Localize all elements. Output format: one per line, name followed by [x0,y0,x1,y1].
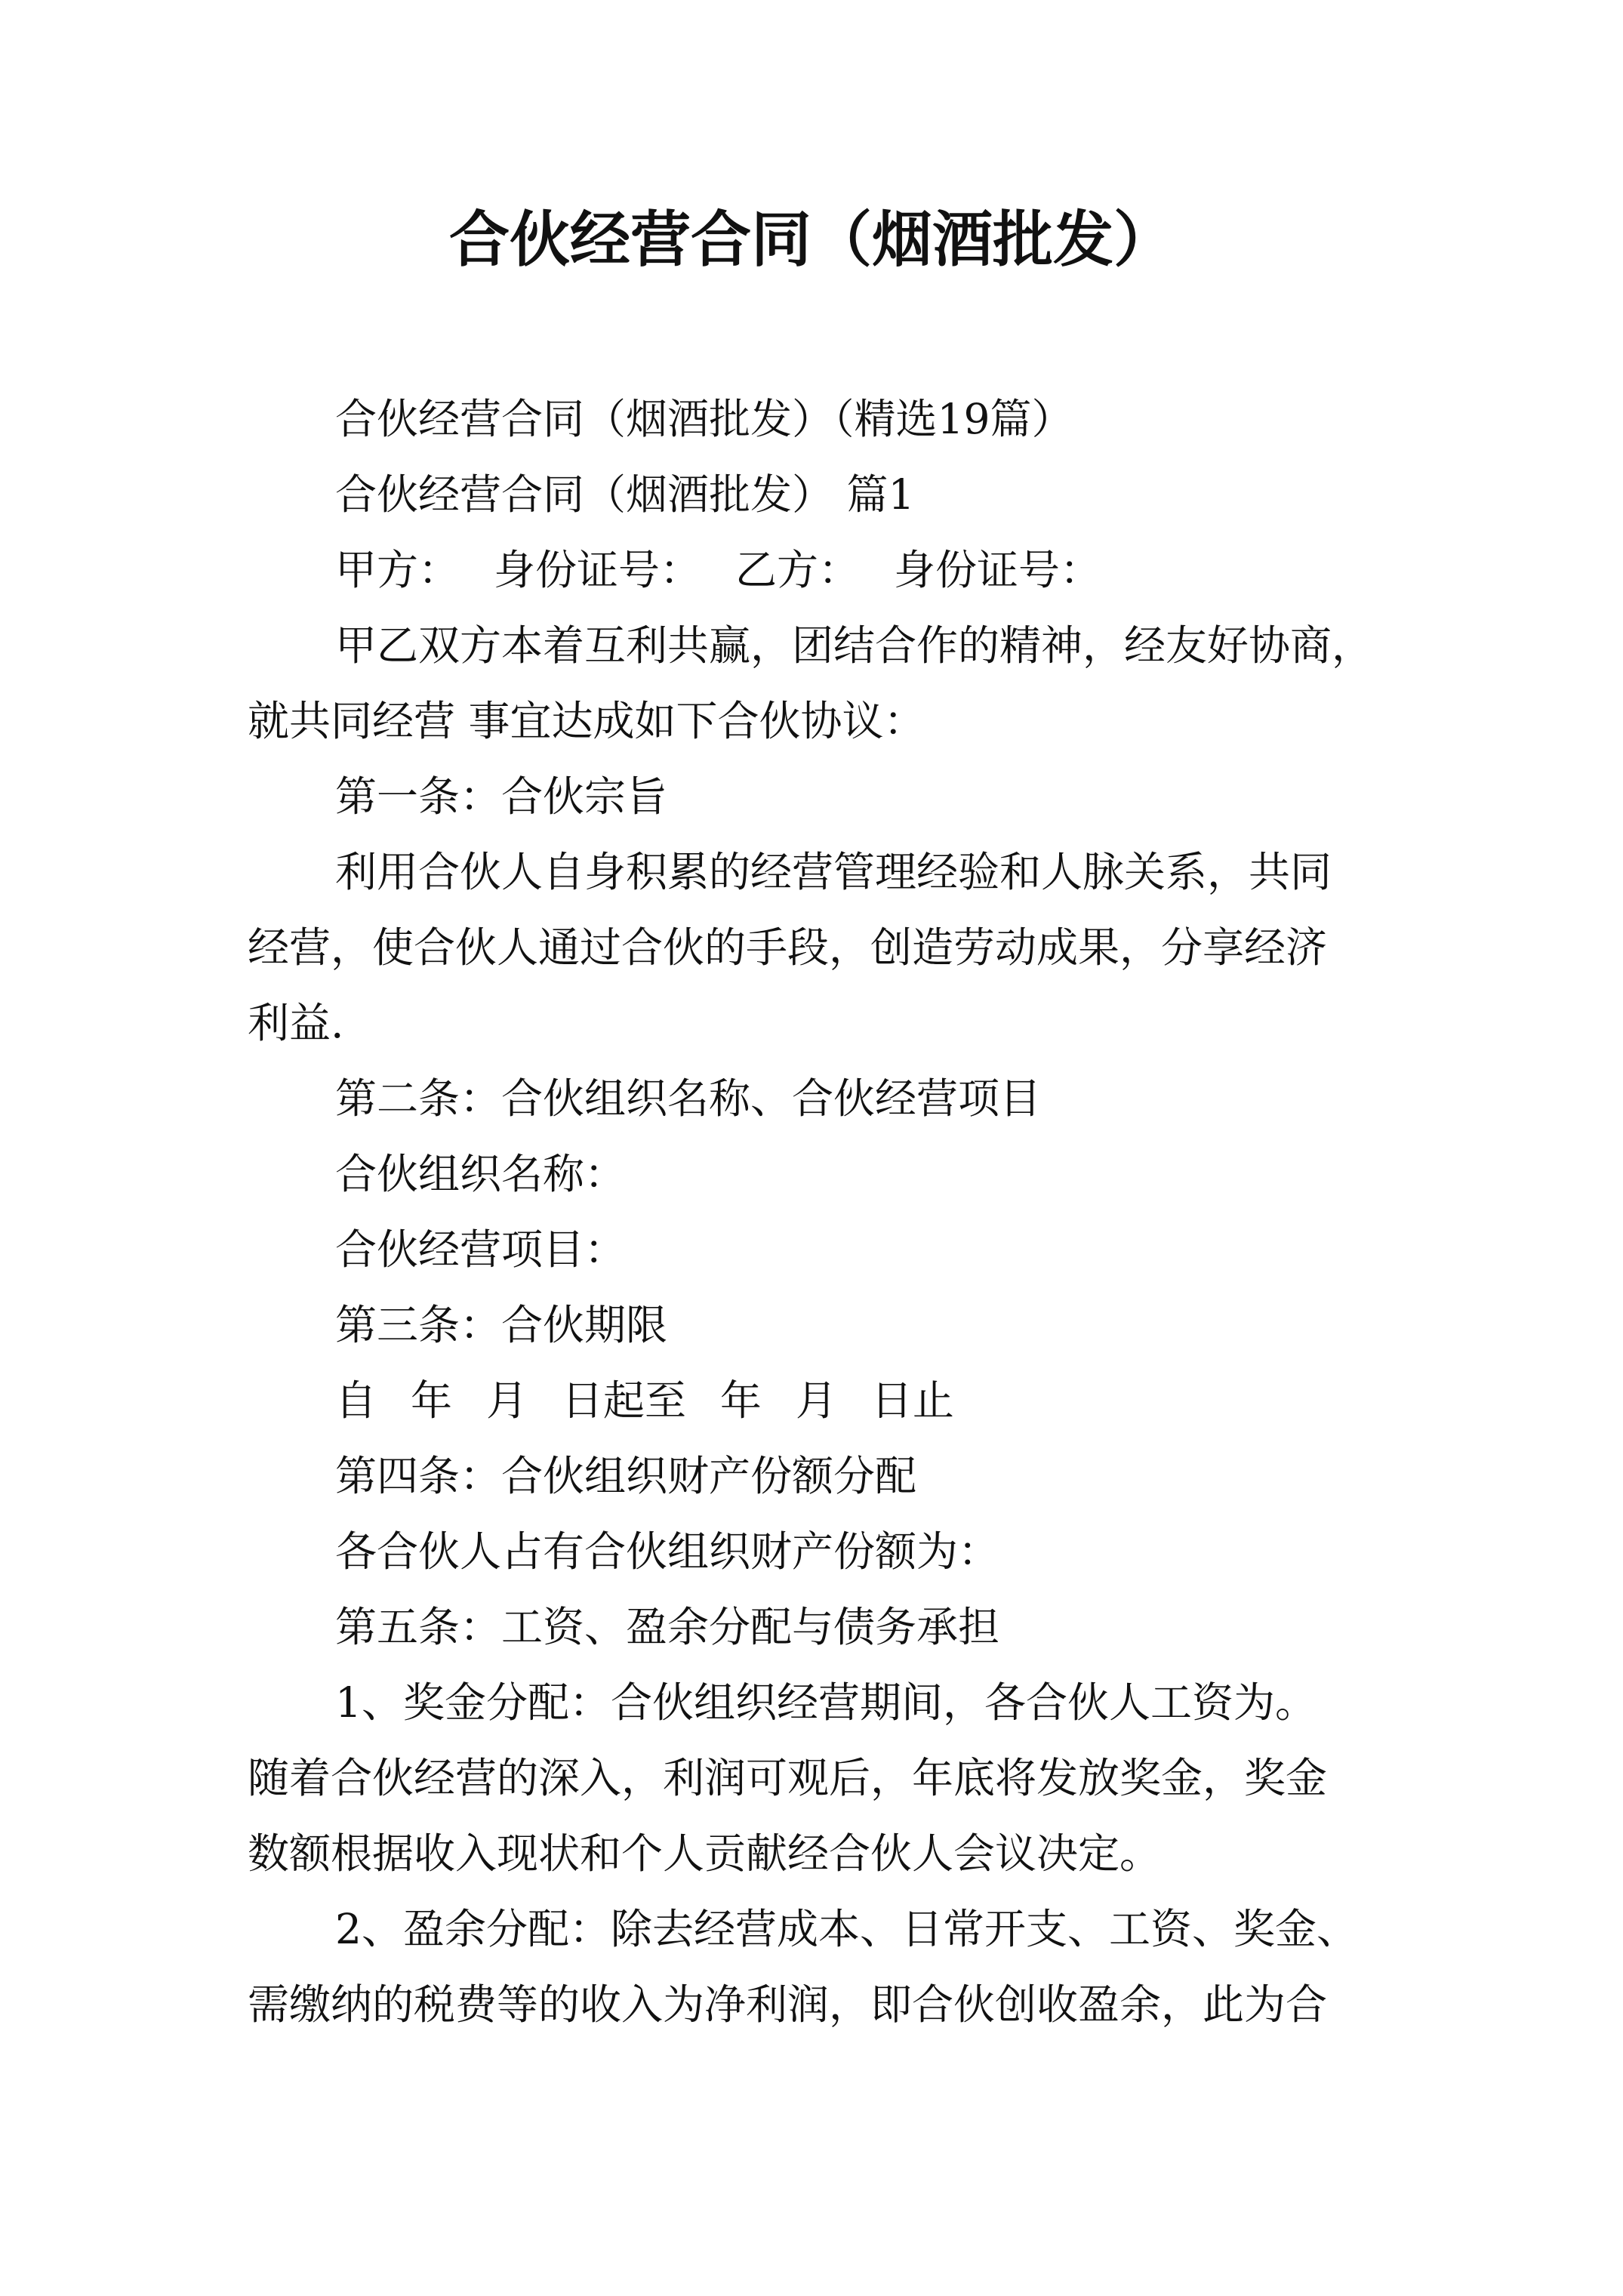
surplus-distribution-clause [248,1891,1380,2042]
paragraph-preamble [248,608,1380,759]
text-line: 自 年 月 日起至 年 月 日止 [335,1376,954,1425]
property-share-field [248,1514,1380,1589]
document-body [248,381,1380,2042]
text-line: 合伙组织名称： [335,1150,627,1198]
article-4-heading [248,1438,1380,1514]
article-1-body [248,834,1380,1061]
text-line: 2、盈余分配：除去经营成本、日常开支、工资、奖金、 [335,1905,1358,1953]
text-line: 第一条：合伙宗旨 [335,772,668,821]
text-line: 第三条：合伙期限 [335,1301,668,1349]
article-2-heading [248,1061,1380,1136]
article-3-heading [248,1287,1380,1363]
paragraph-selection-heading [248,381,1380,457]
text-line: 随着合伙经营的深入，利润可观后，年底将发放奖金，奖金 [248,1754,1328,1802]
partnership-name-field [248,1136,1380,1212]
text-line: 数额根据收入现状和个人贡献经合伙人会议决定。 [248,1829,1162,1878]
text-line: 甲方： 身份证号： 乙方： 身份证号： [335,546,1101,594]
document-title: 合伙经营合同（烟酒批发） [449,204,1174,275]
text-line: 就共同经营 事宜达成如下合伙协议： [248,697,925,745]
text-line: 经营，使合伙人通过合伙的手段，创造劳动成果，分享经济 [248,923,1328,972]
text-line: 第五条：工资、盈余分配与债务承担 [335,1603,1000,1651]
partnership-term [248,1363,1380,1438]
paragraph-part-1-heading [248,457,1380,532]
text-line: 甲乙双方本着互利共赢，团结合作的精神，经友好协商， [335,621,1374,670]
text-line: 第四条：合伙组织财产份额分配 [335,1452,917,1500]
text-line: 各合伙人占有合伙组织财产份额为： [335,1527,1000,1576]
paragraph-parties [248,532,1380,608]
article-1-heading [248,759,1380,834]
text-line: 第二条：合伙组织名称、合伙经营项目 [335,1074,1042,1123]
bonus-distribution-clause [248,1665,1380,1891]
text-line: 利用合伙人自身积累的经营管理经验和人脉关系，共同 [335,848,1332,896]
text-line: 需缴纳的税费等的收入为净利润，即合伙创收盈余，此为合 [248,1980,1328,2029]
text-line: 合伙经营合同（烟酒批发）（精选19篇） [335,395,1073,443]
partnership-project-field [248,1212,1380,1287]
text-line: 1、奖金分配：合伙组织经营期间，各合伙人工资为。 [335,1678,1317,1727]
text-line: 合伙经营项目： [335,1225,627,1274]
text-line: 合伙经营合同（烟酒批发） 篇1 [335,470,915,519]
text-line: 利益. [248,999,344,1047]
article-5-heading [248,1589,1380,1665]
